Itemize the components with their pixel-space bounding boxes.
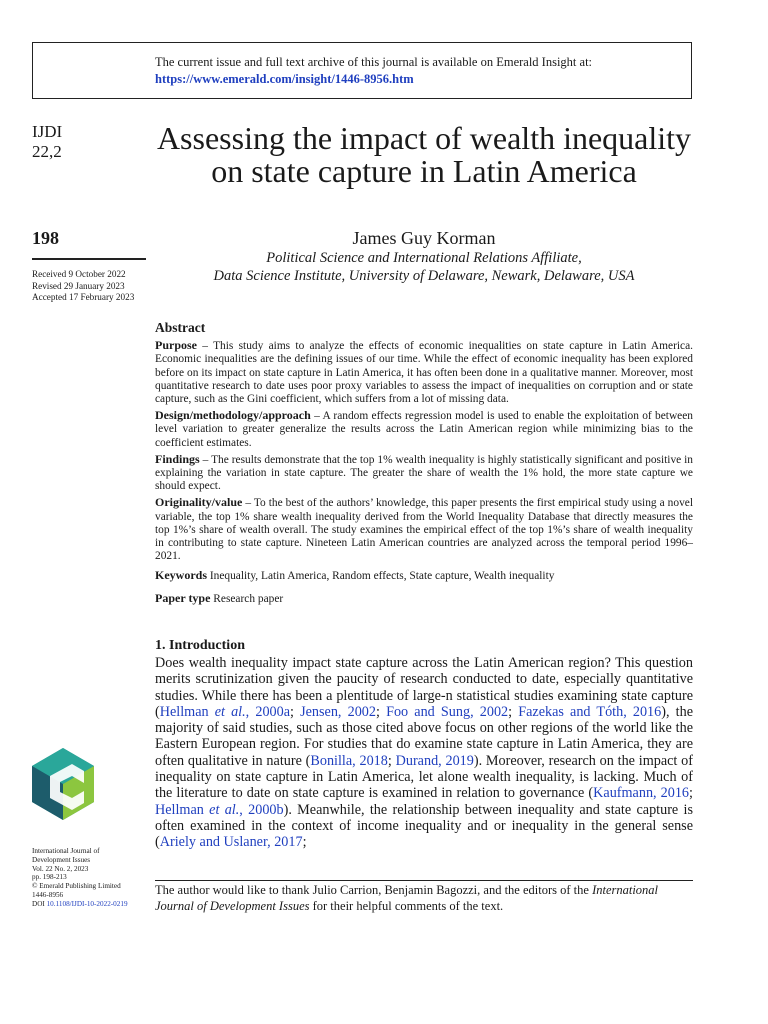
keywords-text: Inequality, Latin America, Random effects, State capture, Wealth inequality xyxy=(207,570,555,583)
citation-author: Hellman xyxy=(159,703,215,720)
citation-link[interactable]: Durand, 2019 xyxy=(395,752,474,769)
revised-date: Revised 29 January 2023 xyxy=(32,280,125,291)
doi-link[interactable]: 10.1108/IJDI-10-2022-0219 xyxy=(46,899,128,908)
separator: ; xyxy=(387,752,396,769)
citation-link[interactable]: Ariely and Uslaner, 2017 xyxy=(159,834,303,851)
paper-type-label: Paper type xyxy=(155,590,211,605)
introduction-section xyxy=(155,638,693,851)
footnote-text: for their helpful comments of the text. xyxy=(309,898,504,913)
author-affiliation xyxy=(150,249,698,285)
emerald-logo-icon xyxy=(32,748,94,820)
citation-link[interactable]: Kaufmann, 2016 xyxy=(593,785,690,802)
intro-text: ). Meanwhile, the relationship between inequality and state capture is often examined in the context of income inequality and or inequality in the general sense ( xyxy=(155,801,693,851)
affiliation-line-2: Data Science Institute, University of Delaware, Newark, Delaware, USA xyxy=(213,268,635,284)
sidebar-divider xyxy=(32,258,146,260)
citation-link[interactable]: Jensen, 2002 xyxy=(300,703,376,720)
keywords xyxy=(155,569,693,583)
volume-info: Vol. 22 No. 2, 2023 xyxy=(32,864,89,873)
citation-link[interactable] xyxy=(160,704,290,720)
intro-text: ). Moreover, research on the impact of inequality on state capture in Latin America, let alone wealth inequality, is lacking. Much of the literature to date on state capture is examined in relation to governance ( xyxy=(155,752,693,802)
abstract-originality xyxy=(155,496,693,563)
separator: ; xyxy=(290,703,301,720)
journal-name-line-2: Development Issues xyxy=(32,855,91,864)
abstract-section xyxy=(155,321,693,609)
citation-link[interactable]: Fazekas and Tóth, 2016 xyxy=(518,703,662,720)
separator: ; xyxy=(508,703,519,720)
intro-text: Does wealth inequality impact state capture across the Latin American region? This question merits scrutinization given the paucity of research conducted to date, especially quantitative studies. While there has been a plentitude of large-n statistical studies examining state capture ( xyxy=(155,655,693,720)
separator: ; xyxy=(689,785,693,802)
citation-author: Hellman xyxy=(155,801,210,818)
intro-text: ; xyxy=(302,834,307,851)
purpose-label: Purpose xyxy=(155,338,197,353)
abstract-purpose xyxy=(155,339,693,406)
design-text: – A random effects regression model is used to enable the exploitation of between level variation to greater generalize the results across the Latin American region while minimizing bias to the coefficient estimates. xyxy=(155,410,693,449)
journal-info xyxy=(32,847,128,909)
originality-text: – To the best of the authors’ knowledge, this paper presents the first empirical study using a novel variable, the top 1% share wealth inequality derived from the World Inequality Database that directly measures the top 1%’s share of wealth overall. The study examines the empirical effect of the top 1%’s share of wealth inequality in contributing to state capture. Nineteen Latin American countries are analyzed across the temporal period 1996–2021. xyxy=(155,497,693,563)
findings-text: – The results demonstrate that the top 1% wealth inequality is highly statistically significant and positive in explaining the variation in state capture. The greater the share of wealth the 1% hold, the more state capture we should expect. xyxy=(155,453,693,493)
abstract-design xyxy=(155,409,693,450)
purpose-text: – This study aims to analyze the effects of economic inequalities on state capture in Latin America. Economic inequalities are the defining issues of our time. While the effect of economic inequality has been explored before on its impact on state capture in Latin America, it has often been done in a qualitative manner. Moreover, most quantitative research to date uses poor proxy variables to assess the impact of inequalities on corruption and or state capture, such as the Gini coefficient, which suffers from a lot of missing data. xyxy=(155,340,693,406)
copyright: © Emerald Publishing Limited xyxy=(32,882,121,891)
acknowledgement-footnote xyxy=(155,883,693,914)
citation-link[interactable] xyxy=(155,802,284,818)
paper-type-text: Research paper xyxy=(210,592,284,605)
journal-url-link[interactable]: https://www.emerald.com/insight/1446-8956.htm xyxy=(155,72,414,86)
issn: 1446-8956 xyxy=(32,890,64,899)
doi-line xyxy=(32,900,128,909)
citation-link[interactable]: Foo and Sung, 2002 xyxy=(386,703,509,720)
footnote-text: The author would like to thank Julio Carrion, Benjamin Bagozzi, and the editors of the xyxy=(155,883,593,897)
received-date: Received 9 October 2022 xyxy=(32,269,126,279)
abstract-heading: Abstract xyxy=(155,320,206,335)
journal-name-line-1: International Journal of xyxy=(32,847,100,855)
introduction-heading: 1. Introduction xyxy=(155,638,245,653)
separator: ; xyxy=(376,703,387,720)
article-dates xyxy=(32,269,134,304)
accepted-date: Accepted 17 February 2023 xyxy=(32,292,135,302)
originality-label: Originality/value xyxy=(155,495,243,510)
article-title: Assessing the impact of wealth inequality on state capture in Latin America xyxy=(156,120,692,189)
citation-etal: et al. xyxy=(209,801,240,818)
footnote-journal-name: International Journal of Development Issues xyxy=(155,883,659,913)
abstract-findings xyxy=(155,453,693,494)
page-number: 198 xyxy=(32,228,59,248)
journal-volume-issue: 22,2 xyxy=(32,142,62,161)
citation-etal: et al. xyxy=(214,703,246,720)
journal-abbr: IJDI xyxy=(32,122,63,141)
access-notice-box xyxy=(32,42,692,99)
citation-year: , 2000b xyxy=(239,801,284,818)
intro-text: ), the majority of said studies, such as those cited above focus on other regions of the world like the Eastern European region. For studies that do examine state capture in Latin America, they are often qualitative in nature ( xyxy=(155,703,693,769)
paper-type xyxy=(155,592,693,606)
citation-link[interactable]: Bonilla, 2018 xyxy=(310,752,388,769)
keywords-label: Keywords xyxy=(155,568,207,583)
access-notice-text: The current issue and full text archive of this journal is available on Emerald Insight at: xyxy=(155,55,593,69)
citation-year: , 2000a xyxy=(245,703,291,720)
author-name: James Guy Korman xyxy=(352,228,496,248)
introduction-paragraph xyxy=(155,655,693,851)
footnote-divider xyxy=(155,880,693,881)
journal-id xyxy=(32,122,62,162)
page-range: pp. 198-213 xyxy=(32,873,67,882)
design-label: Design/methodology/approach xyxy=(155,408,311,423)
findings-label: Findings xyxy=(155,451,200,466)
affiliation-line-1: Political Science and International Relations Affiliate, xyxy=(266,250,582,266)
doi-label: DOI xyxy=(32,899,47,908)
